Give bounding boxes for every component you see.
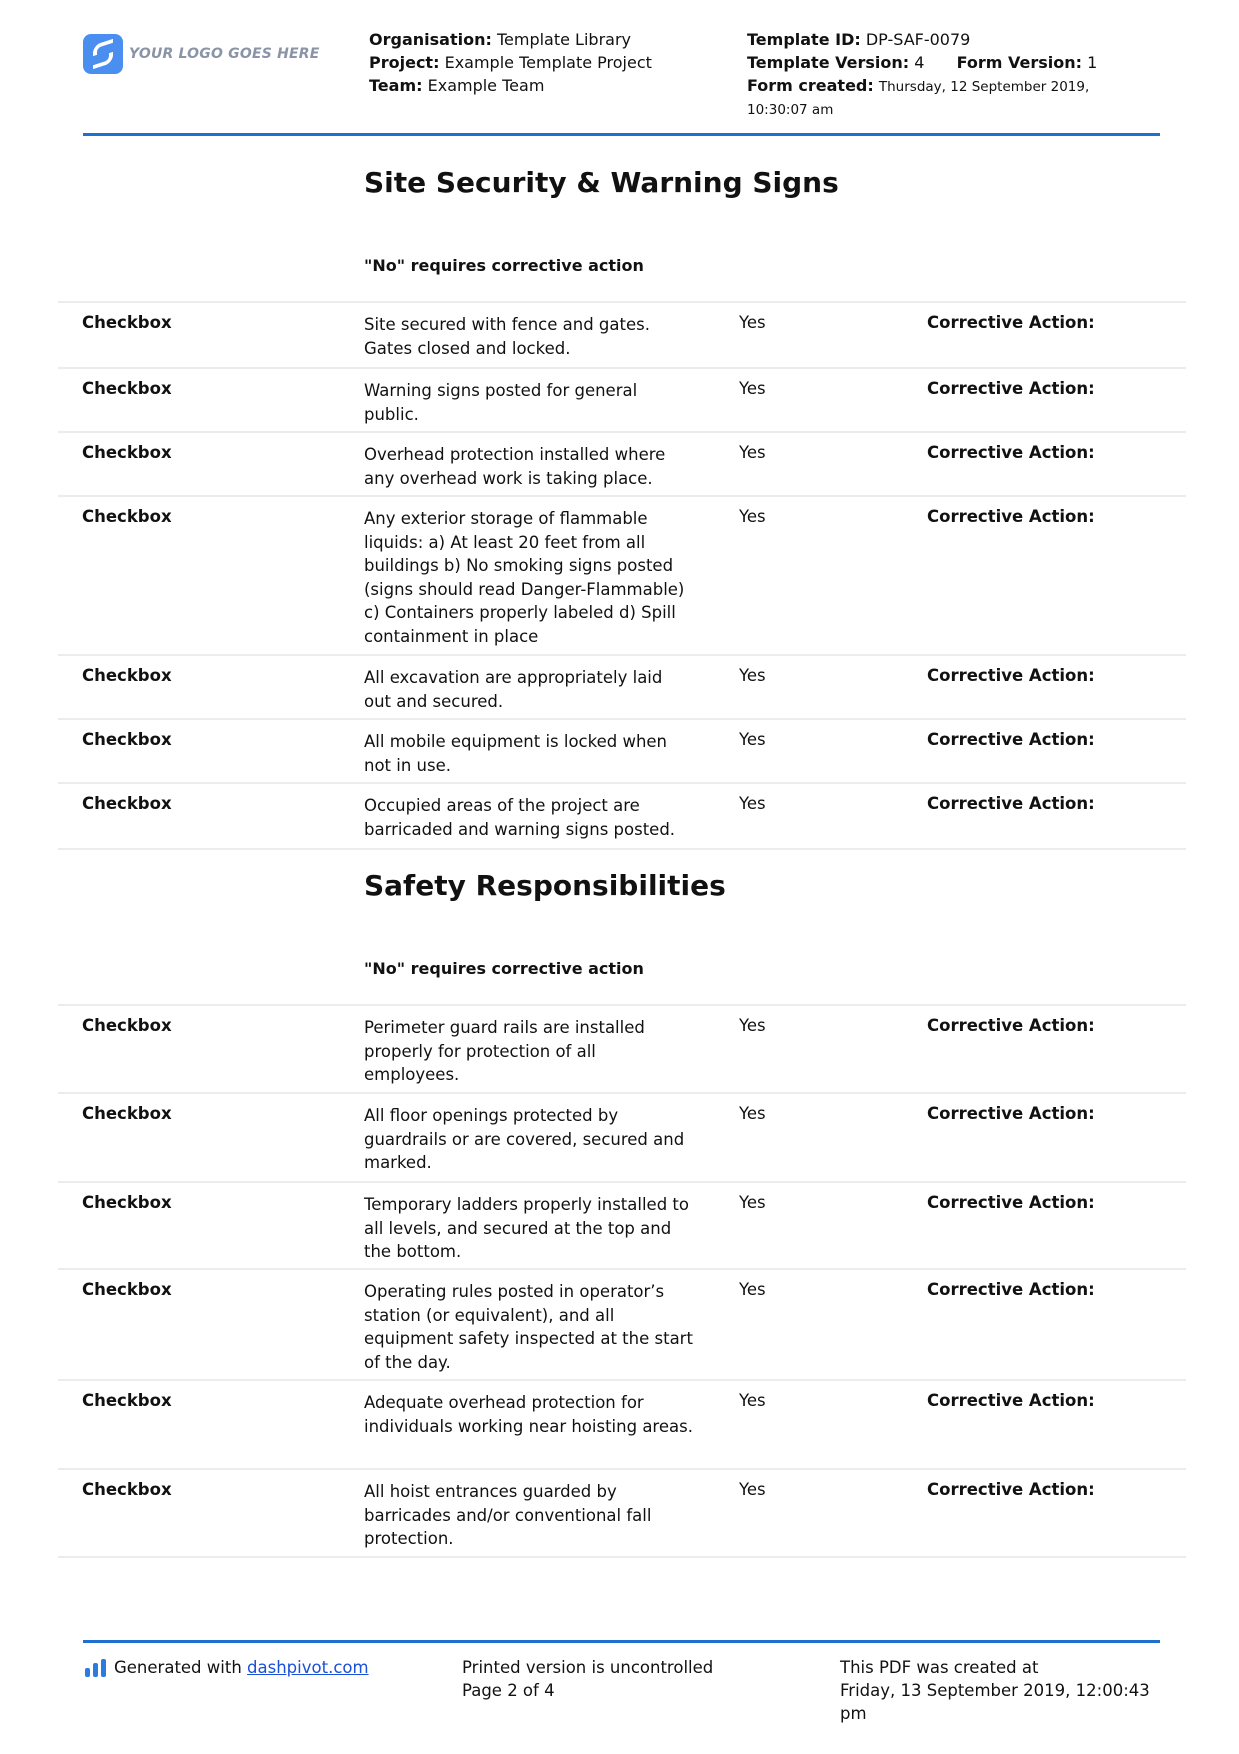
row-corrective-action: Corrective Action: — [927, 1193, 1095, 1212]
section-note: "No" requires corrective action — [364, 959, 644, 978]
row-corrective-action: Corrective Action: — [927, 730, 1095, 749]
row-question: Occupied areas of the project are barricaded and warning signs posted. — [364, 796, 676, 839]
row-question: Operating rules posted in operator’s station (or equivalent), and all equipment safety inspected at the start of the day. — [364, 1282, 693, 1372]
section-divider — [58, 1556, 1186, 1558]
project-value: Example Template Project — [444, 53, 652, 72]
checklist-row — [58, 1268, 1186, 1379]
row-answer: Yes — [739, 794, 766, 813]
logo-text: YOUR LOGO GOES HERE — [129, 46, 320, 62]
form-created-value: Thursday, 12 September 2019, — [878, 79, 1090, 95]
row-answer: Yes — [739, 443, 766, 462]
form-version-label: Form Version: — [956, 53, 1083, 72]
form-version-value: 1 — [1087, 53, 1098, 72]
section-note: "No" requires corrective action — [364, 256, 644, 275]
row-answer: Yes — [739, 1016, 766, 1035]
project-label: Project: — [369, 53, 440, 72]
row-type: Checkbox — [82, 1280, 172, 1299]
checklist-row — [58, 431, 1186, 495]
team-value: Example Team — [427, 76, 545, 95]
organisation-label: Organisation: — [369, 30, 492, 49]
template-id-value: DP-SAF-0079 — [865, 30, 971, 49]
row-corrective-action: Corrective Action: — [927, 1480, 1095, 1499]
page-number: Page 2 of 4 — [462, 1681, 555, 1700]
team-label: Team: — [369, 76, 423, 95]
template-version-label: Template Version: — [747, 53, 910, 72]
dashpivot-icon — [85, 1659, 106, 1677]
row-question: Temporary ladders properly installed to all levels, and secured at the top and the bottom. — [364, 1195, 689, 1261]
row-answer: Yes — [739, 1104, 766, 1123]
company-logo — [83, 34, 320, 74]
page-header — [83, 28, 1160, 138]
row-corrective-action: Corrective Action: — [927, 443, 1095, 462]
checklist-row — [58, 1379, 1186, 1468]
row-corrective-action: Corrective Action: — [927, 507, 1095, 526]
row-question: Any exterior storage of flammable liquids: a) At least 20 feet from all buildings b) No smoking signs posted (signs should read Danger-Flammable) c) Containers properly labeled d) Spill containment in place — [364, 509, 685, 646]
footer-divider — [83, 1640, 1160, 1643]
row-corrective-action: Corrective Action: — [927, 1016, 1095, 1035]
row-corrective-action: Corrective Action: — [927, 1280, 1095, 1299]
checklist-row — [58, 782, 1186, 848]
checklist-row — [58, 1468, 1186, 1556]
row-type: Checkbox — [82, 507, 172, 526]
row-question: Warning signs posted for general public. — [364, 381, 638, 424]
row-answer: Yes — [739, 379, 766, 398]
uncontrolled-note: Printed version is uncontrolled — [462, 1658, 714, 1677]
row-corrective-action: Corrective Action: — [927, 1391, 1095, 1410]
pdf-created-ampm: pm — [840, 1704, 867, 1723]
row-answer: Yes — [739, 1391, 766, 1410]
row-type: Checkbox — [82, 794, 172, 813]
row-corrective-action: Corrective Action: — [927, 794, 1095, 813]
section-divider — [58, 848, 1186, 850]
generated-text: Generated with — [114, 1658, 242, 1677]
checklist-row — [58, 1092, 1186, 1181]
footer-created-info — [840, 1656, 1160, 1725]
row-question: All mobile equipment is locked when not in use. — [364, 732, 668, 775]
row-type: Checkbox — [82, 1480, 172, 1499]
row-answer: Yes — [739, 313, 766, 332]
checklist-row — [58, 718, 1186, 782]
dashpivot-link[interactable]: dashpivot.com — [247, 1658, 369, 1677]
row-type: Checkbox — [82, 1193, 172, 1212]
row-corrective-action: Corrective Action: — [927, 666, 1095, 685]
row-question: All excavation are appropriately laid out and secured. — [364, 668, 663, 711]
row-question: All hoist entrances guarded by barricades and/or conventional fall protection. — [364, 1482, 652, 1548]
row-corrective-action: Corrective Action: — [927, 379, 1095, 398]
row-corrective-action: Corrective Action: — [927, 1104, 1095, 1123]
checklist-row — [58, 367, 1186, 431]
template-version-value: 4 — [914, 53, 925, 72]
row-corrective-action: Corrective Action: — [927, 313, 1095, 332]
logo-icon — [83, 34, 123, 74]
row-type: Checkbox — [82, 666, 172, 685]
row-question: Perimeter guard rails are installed properly for protection of all employees. — [364, 1018, 645, 1084]
row-type: Checkbox — [82, 1391, 172, 1410]
row-question: Site secured with fence and gates. Gates closed and locked. — [364, 315, 650, 358]
row-question: All floor openings protected by guardrails or are covered, secured and marked. — [364, 1106, 685, 1172]
form-created-label: Form created: — [747, 76, 874, 95]
checklist-row — [58, 1004, 1186, 1092]
row-type: Checkbox — [82, 313, 172, 332]
row-answer: Yes — [739, 1280, 766, 1299]
row-type: Checkbox — [82, 730, 172, 749]
footer-page-info — [462, 1656, 713, 1702]
form-created-time: 10:30:07 am — [747, 102, 834, 118]
section-title: Site Security & Warning Signs — [364, 166, 839, 199]
row-question: Adequate overhead protection for individuals working near hoisting areas. — [364, 1393, 693, 1436]
row-type: Checkbox — [82, 443, 172, 462]
row-answer: Yes — [739, 730, 766, 749]
row-type: Checkbox — [82, 1104, 172, 1123]
checklist-row — [58, 495, 1186, 654]
checklist-row — [58, 654, 1186, 718]
row-type: Checkbox — [82, 1016, 172, 1035]
row-answer: Yes — [739, 507, 766, 526]
row-question: Overhead protection installed where any overhead work is taking place. — [364, 445, 666, 488]
row-answer: Yes — [739, 666, 766, 685]
section-title: Safety Responsibilities — [364, 869, 726, 902]
row-answer: Yes — [739, 1480, 766, 1499]
template-id-label: Template ID: — [747, 30, 861, 49]
organisation-value: Template Library — [496, 30, 631, 49]
pdf-created-label: This PDF was created at — [840, 1658, 1039, 1677]
row-answer: Yes — [739, 1193, 766, 1212]
row-type: Checkbox — [82, 379, 172, 398]
header-divider — [83, 133, 1160, 136]
checklist-row — [58, 1181, 1186, 1268]
pdf-created-date: Friday, 13 September 2019, 12:00:43 — [840, 1681, 1150, 1700]
checklist-row — [58, 301, 1186, 367]
header-organisation-info — [369, 28, 652, 97]
footer-generated — [85, 1656, 369, 1679]
header-template-info — [747, 28, 1097, 122]
